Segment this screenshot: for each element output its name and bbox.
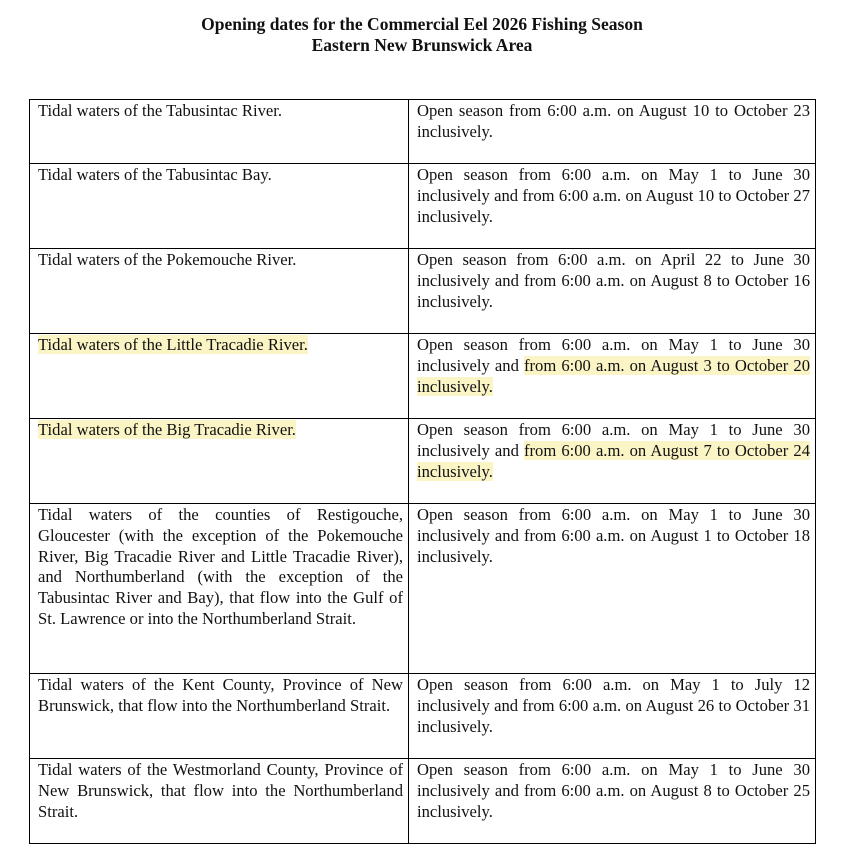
area-text: Tidal waters of the Pokemouche River.: [38, 250, 297, 269]
area-cell: [30, 334, 409, 419]
area-cell: [30, 419, 409, 504]
opening-dates-table: [29, 99, 816, 844]
area-text-highlighted: Tidal waters of the Big Tracadie River.: [38, 420, 296, 439]
table-row: [30, 100, 816, 164]
season-cell: [409, 249, 816, 334]
area-text-highlighted: Tidal waters of the Little Tracadie River.: [38, 335, 308, 354]
area-text: Tidal waters of the Kent County, Province of New Brunswick, that flow into the Northumberland Strait.: [38, 675, 403, 715]
season-text: Open season from 6:00 a.m. on May 1 to July 12 inclusively and from 6:00 a.m. on August 26 to October 31 inclusively.: [417, 675, 810, 736]
table-row: [30, 249, 816, 334]
season-text: Open season from 6:00 a.m. on May 1 to June 30 inclusively and: [417, 420, 810, 460]
table-row: [30, 419, 816, 504]
season-cell: [409, 100, 816, 164]
area-cell: [30, 759, 409, 844]
table-row: [30, 674, 816, 759]
area-text: Tidal waters of the Westmorland County, Province of New Brunswick, that flow into the Northumberland Strait.: [38, 760, 403, 821]
season-text: Open season from 6:00 a.m. on April 22 to June 30 inclusively and from 6:00 a.m. on August 8 to October 16 inclusively.: [417, 250, 810, 311]
table-row: [30, 504, 816, 674]
season-cell: [409, 419, 816, 504]
area-cell: [30, 504, 409, 674]
table-row: [30, 164, 816, 249]
season-cell: [409, 334, 816, 419]
area-cell: [30, 674, 409, 759]
area-text: Tidal waters of the counties of Restigouche, Gloucester (with the exception of the Pokemouche River, Big Tracadie River and Little Tracadie River), and Northumberland (with the exception of the Tabusintac River and Bay), that flow into the Gulf of St. Lawrence or into the Northumberland Strait.: [38, 505, 403, 628]
area-text: Tidal waters of the Tabusintac Bay.: [38, 165, 272, 184]
area-cell: [30, 249, 409, 334]
season-cell: [409, 674, 816, 759]
season-text: Open season from 6:00 a.m. on May 1 to June 30 inclusively and: [417, 335, 810, 375]
season-cell: [409, 504, 816, 674]
season-cell: [409, 759, 816, 844]
season-text: Open season from 6:00 a.m. on May 1 to June 30 inclusively and from 6:00 a.m. on August 8 to October 25 inclusively.: [417, 760, 810, 821]
season-text: Open season from 6:00 a.m. on August 10 to October 23 inclusively.: [417, 101, 810, 141]
season-text-highlighted: from 6:00 a.m. on August 3 to October 20 inclusively.: [417, 355, 810, 396]
table-row: [30, 759, 816, 844]
title-line-2: Eastern New Brunswick Area: [311, 35, 533, 55]
area-cell: [30, 100, 409, 164]
document-title: [0, 14, 844, 56]
season-cell: [409, 164, 816, 249]
season-text: Open season from 6:00 a.m. on May 1 to June 30 inclusively and from 6:00 a.m. on August 1 to October 18 inclusively.: [417, 505, 810, 566]
season-text-highlighted: from 6:00 a.m. on August 7 to October 24 inclusively.: [417, 440, 810, 481]
table-row: [30, 334, 816, 419]
area-text: Tidal waters of the Tabusintac River.: [38, 101, 283, 120]
title-line-1: Opening dates for the Commercial Eel 2026 Fishing Season: [201, 14, 643, 34]
season-text: Open season from 6:00 a.m. on May 1 to June 30 inclusively and from 6:00 a.m. on August 10 to October 27 inclusively.: [417, 165, 810, 226]
area-cell: [30, 164, 409, 249]
